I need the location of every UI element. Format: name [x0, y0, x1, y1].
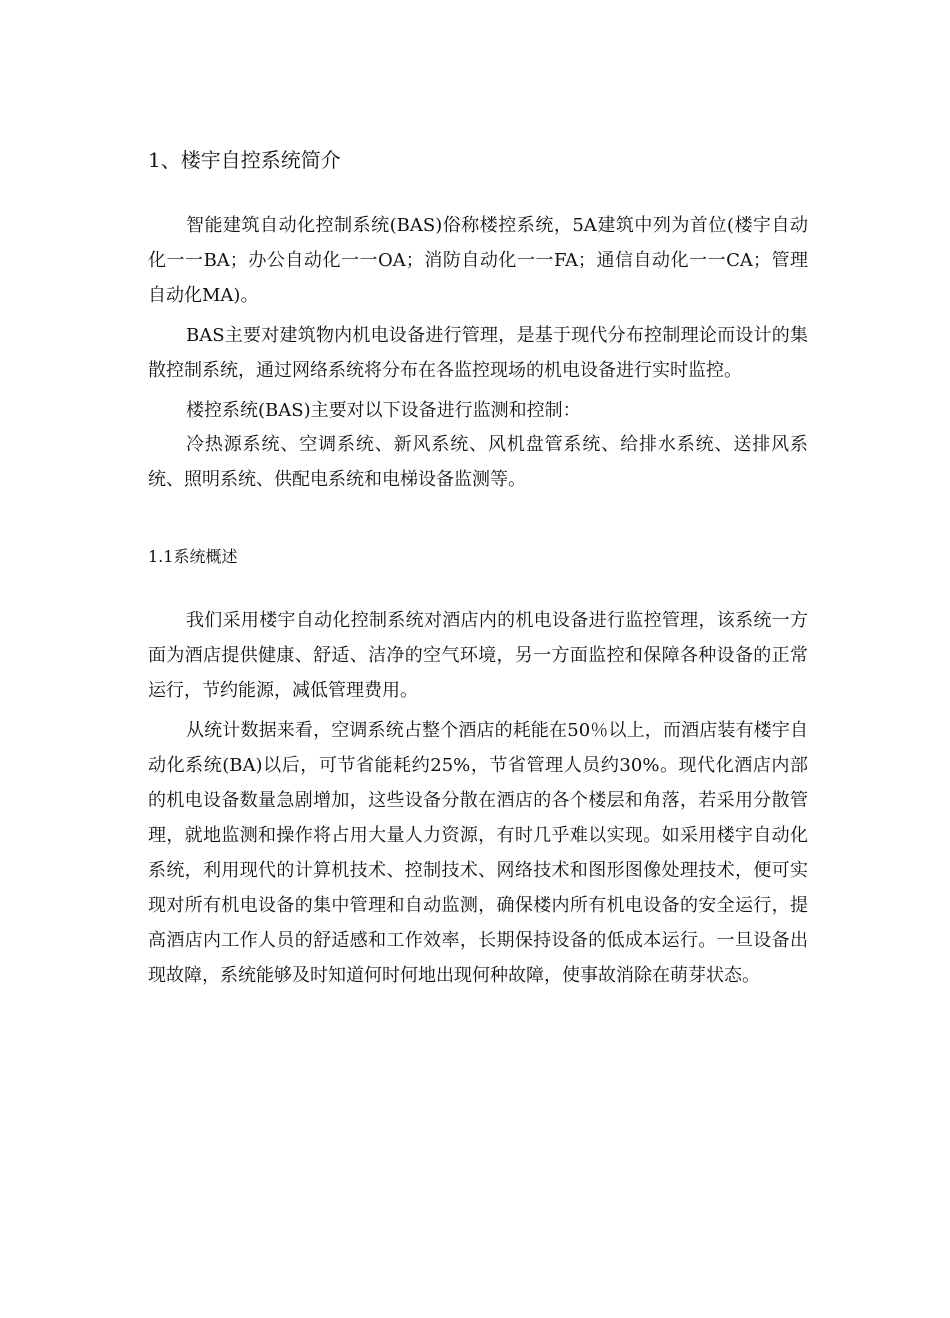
subsection-title: 1.1系统概述	[148, 547, 238, 566]
paragraph-bas-management: BAS主要对建筑物内机电设备进行管理，是基于现代分布控制理论而设计的集散控制系统，通过网络系统将分布在各监控现场的机电设备进行实时监控。	[148, 325, 808, 381]
paragraph-bas-monitoring: 楼控系统(BAS)主要对以下设备进行监测和控制：	[186, 400, 581, 421]
paragraph-hotel-monitoring: 我们采用楼宇自动化控制系统对酒店内的机电设备进行监控管理，该系统一方面为酒店提供健康、舒适、洁净的空气环境，另一方面监控和保障各种设备的正常运行，节约能源，减低管理费用。	[148, 610, 808, 701]
paragraph-statistics: 从统计数据来看，空调系统占整个酒店的耗能在50％以上，而酒店装有楼宇自动化系统(BA)以后，可节省能耗约25%，节省管理人员约30%。现代化酒店内部的机电设备数量急剧增加，这些设备分散在酒店的各个楼层和角落，若采用分散管理，就地监测和操作将占用大量人力资源，有时几乎难以实现。如采用楼宇自动化系统，利用现代的计算机技术、控制技术、网络技术和图形图像处理技术，便可实现对所有机电设备的集中管理和自动监测，确保楼内所有机电设备的安全运行，提高酒店内工作人员的舒适感和工作效率，长期保持设备的低成本运行。一旦设备出现故障，系统能够及时知道何时何地出现何种故障，使事故消除在萌芽状态。	[148, 720, 808, 986]
section-title: 1、楼宇自控系统简介	[148, 148, 341, 172]
paragraph-bas-intro: 智能建筑自动化控制系统(BAS)俗称楼控系统，5A建筑中列为首位(楼宇自动化一一BA；办公自动化一一OA；消防自动化一一FA；通信自动化一一CA；管理自动化MA)。	[148, 215, 808, 306]
paragraph-equipment-list: 冷热源系统、空调系统、新风系统、风机盘管系统、给排水系统、送排风系统、照明系统、供配电系统和电梯设备监测等。	[148, 434, 808, 490]
